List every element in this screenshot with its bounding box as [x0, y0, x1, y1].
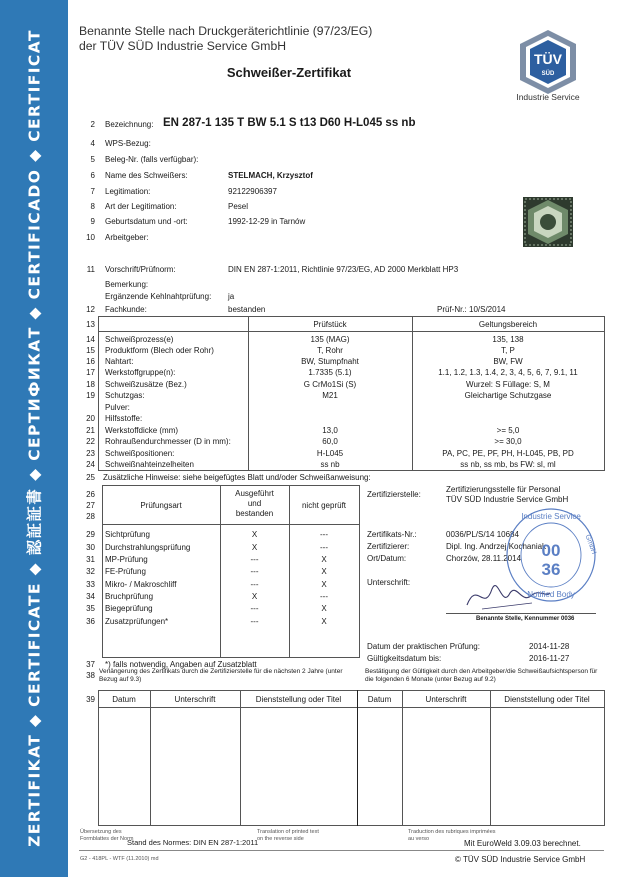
table-line: [102, 485, 360, 486]
field-value: 92122906397: [228, 187, 277, 196]
row-label: Schweißnahteinzelheiten: [105, 460, 194, 469]
row-number: 26: [86, 490, 95, 499]
pruefstueck-value: 1.7335 (5.1): [308, 368, 352, 377]
test-name: Zusatzprüfungen*: [105, 617, 169, 626]
logo-text: TÜV: [534, 51, 562, 67]
fachkunde-value: bestanden: [228, 305, 266, 314]
row-number: 11: [86, 265, 95, 274]
test-not-performed: X: [321, 567, 327, 576]
pruef-nr: Prüf-Nr.: 10/S/2014: [437, 305, 506, 314]
test-performed: ---: [250, 555, 259, 564]
pruefstueck-value: ss nb: [320, 460, 340, 469]
field-label: Legitimation:: [105, 187, 151, 196]
table-line: [98, 690, 605, 691]
test-performed: X: [251, 530, 258, 539]
geltungsbereich-value: BW, FW: [493, 357, 523, 366]
geltungsbereich-value: PA, PC, PE, PF, PH, H-L045, PB, PD: [442, 449, 574, 458]
stamp-bottom-text: Notified Body: [527, 590, 575, 599]
row-number: 2: [90, 120, 95, 129]
side-band: [0, 0, 68, 877]
test-name: MP-Prüfung: [105, 555, 148, 564]
logo-sub: SÜD: [541, 71, 555, 77]
column-header-ausgefuehrt: Ausgeführt und bestanden: [235, 489, 274, 518]
table-line: [240, 690, 241, 826]
column-header-geltungsbereich: Geltungsbereich: [478, 320, 538, 329]
test-name: FE-Prüfung: [105, 567, 146, 576]
footer-form-number: G2 - 418PL - WTF (11.2010) md: [80, 856, 159, 862]
geltungsbereich-value: Gleichartige Schutzgase: [464, 391, 552, 400]
datum-praktische-pruefung-label: Datum der praktischen Prüfung:: [367, 642, 480, 651]
test-not-performed: ---: [320, 530, 328, 539]
table-line: [402, 690, 403, 826]
table-line: [150, 690, 151, 826]
test-name: Mikro- / Makroschliff: [105, 580, 177, 589]
signature-line: [446, 613, 596, 614]
kehlnaht-value: ja: [228, 292, 235, 301]
geltungsbereich-value: 1.1, 1.2, 1.3, 1.4, 2, 3, 4, 5, 6, 7, 9.1, 11: [438, 368, 578, 377]
test-name: Sichtprüfung: [105, 530, 150, 539]
test-not-performed: X: [321, 617, 327, 626]
table-line: [102, 657, 360, 658]
field-label: Arbeitgeber:: [105, 233, 149, 242]
table-line: [604, 690, 605, 826]
stamp-num-text: 36: [541, 560, 561, 579]
field-value: 1992-12-29 in Tarnów: [228, 217, 306, 226]
test-performed: ---: [250, 580, 259, 589]
bemerkung-label: Bemerkung:: [105, 280, 149, 289]
test-not-performed: X: [321, 604, 327, 613]
zertifizierer-label: Zertifizierer:: [367, 542, 410, 551]
row-number: 13: [86, 320, 95, 329]
column-header-unterschrift: Unterschrift: [425, 695, 467, 704]
row-label: Nahtart:: [105, 357, 134, 366]
logo-caption: Industrie Service: [516, 92, 580, 102]
stamp-right-text: GmbH: [583, 533, 598, 556]
row-number: 36: [86, 617, 95, 626]
footer-euroweld: Mit EuroWeld 3.09.03 berechnet.: [464, 839, 581, 848]
geltungsbereich-value: >= 30,0: [494, 437, 522, 446]
row-number: 14: [86, 335, 95, 344]
footer-divider: [79, 850, 604, 851]
row-label: Hilfsstoffe:: [105, 414, 143, 423]
table-line: [98, 331, 605, 332]
unterschrift-label: Unterschrift:: [367, 578, 411, 587]
test-name: Biegeprüfung: [105, 604, 153, 613]
row-label: Werkstoffdicke (mm): [105, 426, 179, 435]
pruefstueck-value: 13,0: [322, 426, 338, 435]
ort-datum-value: Chorzów, 28.11.2014: [446, 554, 522, 563]
pruefstueck-value: BW, Stumpfnaht: [301, 357, 359, 366]
footer-translation-note: Übersetzung des Formblattes der Norm: [80, 829, 134, 842]
column-header-unterschrift: Unterschrift: [174, 695, 216, 704]
hologram-seal-icon: [522, 196, 574, 248]
row-number: 24: [86, 460, 95, 469]
zertifikats-nr-value: 0036/PL/S/14 10684: [446, 530, 519, 539]
geltungsbereich-value: Wurzel: S Füllage: S, M: [466, 380, 550, 389]
gueltigkeitsdatum-value: 2016-11-27: [529, 654, 570, 663]
row-number: 27: [86, 501, 95, 510]
test-performed: ---: [250, 567, 259, 576]
benannte-stelle: Benannte Stelle, Kennummer 0036: [476, 616, 575, 622]
row-number: 25: [86, 473, 95, 482]
row-label: Schweißprozess(e): [105, 335, 174, 344]
geltungsbereich-value: ss nb, ss mb, bs FW: sl, ml: [460, 460, 556, 469]
table-line: [490, 690, 491, 826]
gueltigkeitsdatum-label: Gültigkeitsdatum bis:: [367, 654, 442, 663]
datum-praktische-pruefung-value: 2014-11-28: [529, 642, 570, 651]
hinweise-text: Zusätzliche Hinweise: siehe beigefügtes Blatt und/oder Schweißanweisung:: [103, 473, 371, 482]
row-number: 18: [86, 380, 95, 389]
column-header-datum: Datum: [367, 695, 392, 704]
test-name: Bruchprüfung: [105, 592, 154, 601]
extension-right: Bestätigung der Gültigkeit durch den Arbeitgeber/die Schweißaufsichtsperson für die folgenden 6 Monate (unter Bezug auf 9.2): [365, 668, 598, 683]
test-not-performed: X: [321, 580, 327, 589]
welder-name: STELMACH, Krzysztof: [228, 171, 313, 180]
footer-translation-note: Translation of printed text on the reverse side: [257, 829, 319, 842]
notified-body-stamp-icon: [503, 505, 599, 605]
row-number: 8: [90, 202, 95, 211]
test-performed: ---: [250, 604, 259, 613]
row-number: 38: [86, 671, 95, 680]
table-line: [102, 485, 103, 658]
table-line: [98, 470, 605, 471]
row-number: 12: [86, 305, 95, 314]
test-performed: ---: [250, 617, 259, 626]
geltungsbereich-value: >= 5,0: [496, 426, 520, 435]
pruefstueck-value: M21: [322, 391, 338, 400]
field-label: WPS-Bezug:: [105, 139, 151, 148]
row-number: 15: [86, 346, 95, 355]
row-number: 23: [86, 449, 95, 458]
test-name: Durchstrahlungsprüfung: [105, 543, 191, 552]
footer-norm: Stand des Normes: DIN EN 287-1:2011: [127, 838, 259, 847]
field-label: Art der Legitimation:: [105, 202, 177, 211]
field-value: Pesel: [228, 202, 249, 211]
footnote: *) falls notwendig, Angaben auf Zusatzblatt: [105, 660, 257, 669]
row-number: 16: [86, 357, 95, 366]
header-line-1: Benannte Stelle nach Druckgeräterichtlinie (97/23/EG): [79, 24, 373, 38]
table-line: [604, 316, 605, 471]
test-not-performed: ---: [320, 543, 328, 552]
test-performed: X: [251, 543, 258, 552]
zertifikats-nr-label: Zertifikats-Nr.:: [367, 530, 417, 539]
table-line: [357, 690, 358, 826]
table-line: [98, 690, 99, 826]
row-label: Produktform (Blech oder Rohr): [105, 346, 214, 355]
row-number: 21: [86, 426, 95, 435]
table-line: [102, 524, 360, 525]
extension-left: Verlängerung des Zertifikats durch die Zertifizierstelle für die nächsten 2 Jahre (unter Bezug auf 9.3): [99, 668, 343, 683]
row-number: 7: [90, 187, 95, 196]
test-not-performed: X: [321, 555, 327, 564]
row-label: Pulver:: [105, 403, 130, 412]
row-label: Schweißzusätze (Bez.): [105, 380, 187, 389]
pruefstueck-value: G CrMo1Si (S): [303, 380, 357, 389]
zertifizierer-value: Dipl. Ing. Andrzej Kochaniak: [446, 542, 547, 551]
row-number: 10: [86, 233, 95, 242]
kehlnaht-label: Ergänzende Kehlnahtprüfung:: [105, 292, 212, 301]
row-label: Rohraußendurchmesser (D in mm):: [105, 437, 231, 446]
row-number: 33: [86, 580, 95, 589]
column-header-dienststellung: Dienststellung oder Titel: [504, 695, 590, 704]
zertifizierstelle-value: Zertifizierungsstelle für Personal TÜV SÜD Industrie Service GmbH: [446, 485, 569, 504]
column-header-pruefstueck: Prüfstück: [313, 320, 347, 329]
pruefstueck-value: H-L045: [316, 449, 344, 458]
row-number: 34: [86, 592, 95, 601]
geltungsbereich-value: T, P: [501, 346, 515, 355]
row-number: 17: [86, 368, 95, 377]
pruefstueck-value: 60,0: [322, 437, 338, 446]
row-number: 20: [86, 414, 95, 423]
row-number: 9: [90, 217, 95, 226]
table-line: [98, 316, 99, 471]
row-number: 31: [86, 555, 95, 564]
row-number: 6: [90, 171, 95, 180]
header-line-2: der TÜV SÜD Industrie Service GmbH: [79, 39, 287, 53]
geltungsbereich-value: 135, 138: [492, 335, 524, 344]
table-line: [98, 825, 605, 826]
field-label: Geburtsdatum und -ort:: [105, 217, 188, 226]
footer-translation-note: Traduction des rubriques imprimées au verso: [408, 829, 496, 842]
field-label: Bezeichnung:: [105, 120, 154, 129]
column-header-nicht-geprueft: nicht geprüft: [301, 501, 347, 510]
zertifizierstelle-label: Zertifizierstelle:: [367, 490, 421, 499]
side-band-text: ZERTIFIKAT ◆ CERTIFICATE ◆ 認証証書 ◆ СЕРТИФИКАТ ◆ CERTIFICADO ◆ CERTIFICAT: [25, 29, 44, 847]
row-number: 22: [86, 437, 95, 446]
row-number: 28: [86, 512, 95, 521]
row-number: 39: [86, 695, 95, 704]
ort-datum-label: Ort/Datum:: [367, 554, 407, 563]
field-label: Vorschrift/Prüfnorm:: [105, 265, 176, 274]
row-label: Schweißpositionen:: [105, 449, 175, 458]
pruefstueck-value: T, Rohr: [317, 346, 343, 355]
table-line: [359, 485, 360, 658]
row-number: 4: [90, 139, 95, 148]
table-line: [98, 316, 605, 317]
footer-copyright: © TÜV SÜD Industrie Service GmbH: [455, 855, 586, 864]
row-number: 19: [86, 391, 95, 400]
row-number: 35: [86, 604, 95, 613]
column-header-dienststellung: Dienststellung oder Titel: [255, 695, 342, 704]
row-number: 32: [86, 567, 95, 576]
row-label: Schutzgas:: [105, 391, 145, 400]
tuv-sud-logo-icon: [516, 28, 580, 98]
table-line: [98, 707, 605, 708]
row-number: 29: [86, 530, 95, 539]
field-label: Beleg-Nr. (falls verfügbar):: [105, 155, 199, 164]
fachkunde-label: Fachkunde:: [105, 305, 147, 314]
row-number: 5: [90, 155, 95, 164]
row-number: 37: [86, 660, 95, 669]
test-performed: X: [251, 592, 258, 601]
designation-value: EN 287-1 135 T BW 5.1 S t13 D60 H-L045 ss nb: [163, 117, 416, 129]
column-header-datum: Datum: [112, 695, 136, 704]
row-label: Werkstoffgruppe(n):: [105, 368, 176, 377]
field-value: DIN EN 287-1:2011, Richtlinie 97/23/EG, AD 2000 Merkblatt HP3: [228, 265, 459, 274]
field-label: Name des Schweißers:: [105, 171, 188, 180]
pruefstueck-value: 135 (MAG): [310, 335, 350, 344]
column-header-pruefungsart: Prüfungsart: [140, 501, 182, 510]
stamp-mid-text: 00: [541, 541, 561, 560]
row-number: 30: [86, 543, 95, 552]
stamp-top-text: Industrie Service: [521, 512, 581, 521]
test-not-performed: ---: [320, 592, 328, 601]
document-title: Schweißer-Zertifikat: [226, 65, 352, 80]
